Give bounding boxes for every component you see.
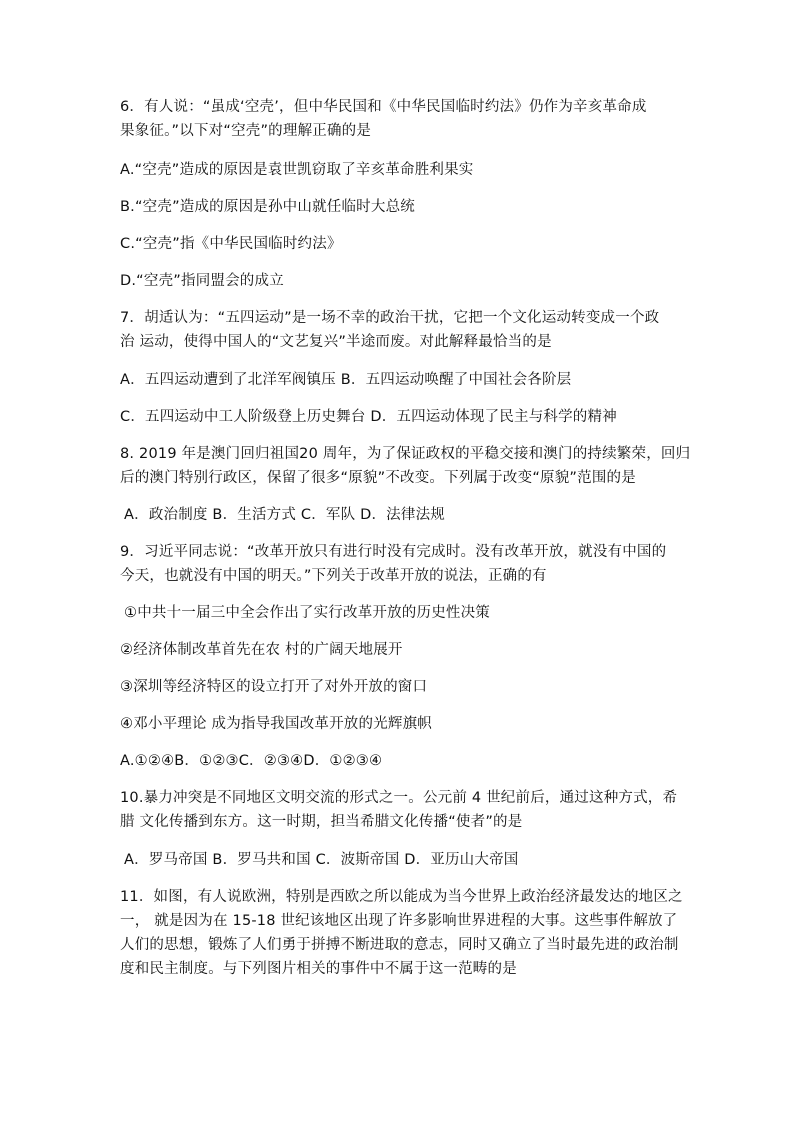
- question-11-stem-line-4: 度和民主制度。与下列图片相关的事件中不属于这一范畴的是: [120, 961, 517, 977]
- question-6-option-a: A.“空壳”造成的原因是袁世凯窃取了辛亥革命胜利果实: [120, 162, 474, 178]
- question-10-stem-line-1: 10.暴力冲突是不同地区文明交流的形式之一。公元前 4 世纪前后，通过这种方式，希: [120, 790, 678, 806]
- question-10-stem-line-2: 腊 文化传播到东方。这一时期，担当希腊文化传播“使者”的是: [120, 814, 523, 830]
- question-7-stem-line-2: 治 运动，使得中国人的“文艺复兴”半途而废。对此解释最恰当的是: [120, 334, 552, 350]
- question-8-options: A．政治制度 B．生活方式 C．军队 D．法律法规: [124, 507, 445, 523]
- question-9-stem-line-2: 今天，也就没有中国的明天。”下列关于改革开放的说法，正确的有: [120, 568, 547, 584]
- question-9-statement-1: ①中共十一届三中全会作出了实行改革开放的历史性决策: [124, 605, 490, 621]
- question-6-option-d: D.“空壳”指同盟会的成立: [120, 273, 284, 289]
- question-9-statement-4: ④邓小平理论 成为指导我国改革开放的光辉旗帜: [120, 716, 433, 732]
- question-8-stem-line-2: 后的澳门特别行政区，保留了很多“原貌”不改变。下列属于改变“原貌”范围的是: [120, 470, 636, 486]
- question-9-options: A.①②④B．①②③C．②③④D．①②③④: [120, 753, 383, 769]
- question-7-options-cd: C．五四运动中工人阶级登上历史舞台 D．五四运动体现了民主与科学的精神: [120, 409, 617, 425]
- question-6-stem-line-1: 6．有人说：“虽成‘空壳’，但中华民国和《中华民国临时约法》仍作为辛亥革命成: [120, 99, 647, 115]
- question-9-statement-2: ②经济体制改革首先在农 村的广阔天地展开: [120, 642, 403, 658]
- question-9-stem-line-1: 9．习近平同志说：“改革开放只有进行时没有完成时。没有改革开放，就没有中国的: [120, 544, 667, 560]
- question-6-stem-line-2: 果象征。”以下对“空壳”的理解正确的是: [120, 123, 372, 139]
- question-8-stem-line-1: 8. 2019 年是澳门回归祖国20 周年，为了保证政权的平稳交接和澳门的持续繁荣，回归: [120, 446, 691, 462]
- question-7-options-ab: A．五四运动遭到了北洋军阀镇压 B．五四运动唤醒了中国社会各阶层: [120, 372, 572, 388]
- question-10-options: A．罗马帝国 B．罗马共和国 C．波斯帝国 D．亚历山大帝国: [124, 852, 519, 868]
- question-6-option-c: C.“空壳”指《中华民国临时约法》: [120, 236, 342, 252]
- question-9-statement-3: ③深圳等经济特区的设立打开了对外开放的窗口: [120, 679, 428, 695]
- question-6-option-b: B.“空壳”造成的原因是孙中山就任临时大总统: [120, 199, 415, 215]
- question-11-stem-line-1: 11．如图，有人说欧洲，特别是西欧之所以能成为当今世界上政治经济最发达的地区之: [120, 889, 683, 905]
- question-7-stem-line-1: 7．胡适认为：“五四运动”是一场不幸的政治干扰，它把一个文化运动转变成一个政: [120, 310, 660, 326]
- question-11-stem-line-2: 一， 就是因为在 15-18 世纪该地区出现了许多影响世界进程的大事。这些事件解放了: [120, 913, 678, 929]
- question-11-stem-line-3: 人们的思想，锻炼了人们勇于拼搏不断进取的意志，同时又确立了当时最先进的政治制: [120, 937, 679, 953]
